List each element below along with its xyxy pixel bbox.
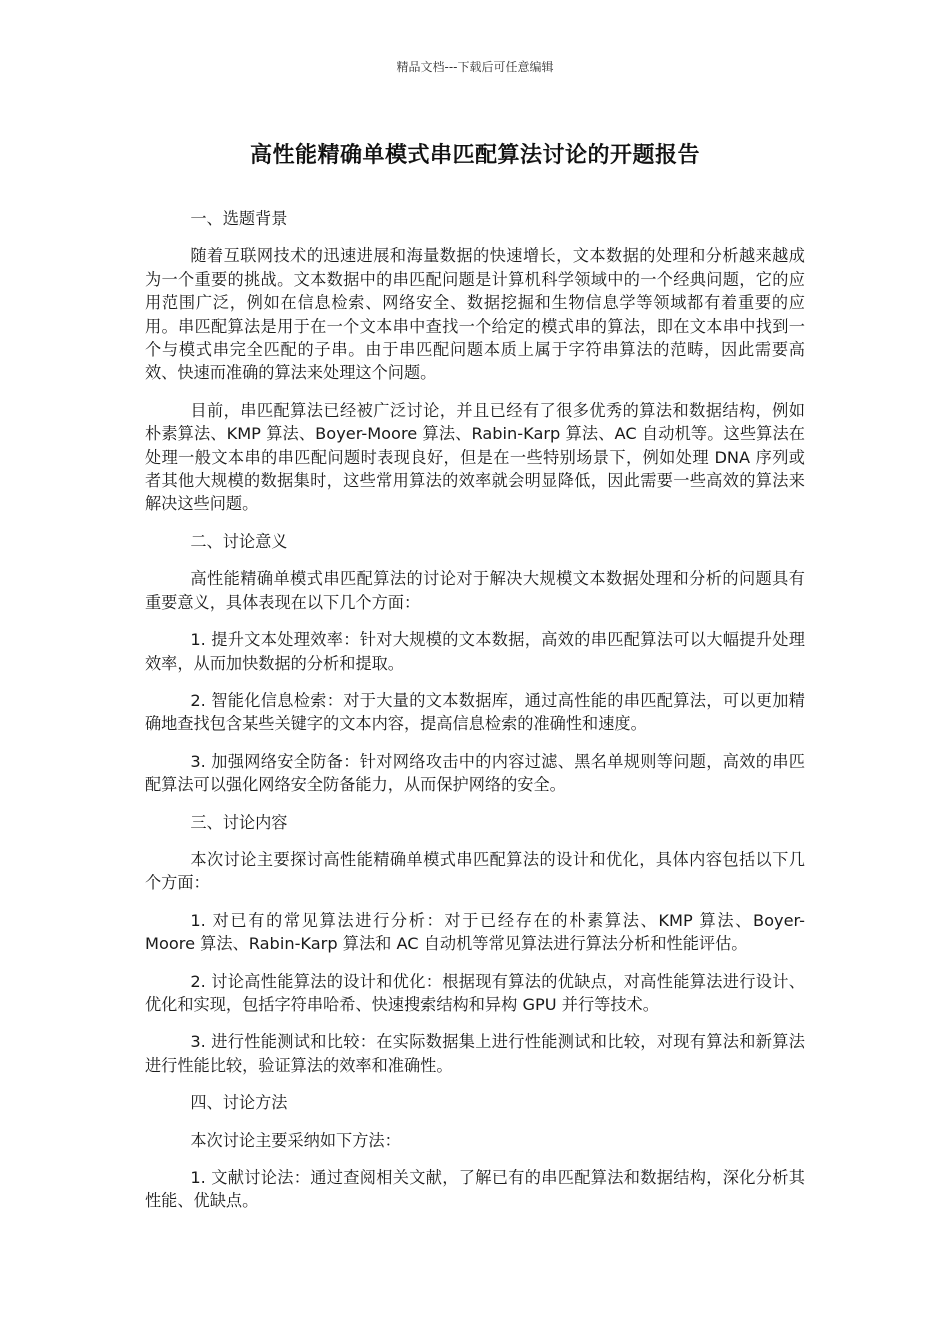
list-item: 2. 智能化信息检索：对于大量的文本数据库，通过高性能的串匹配算法，可以更加精确地查找包含某些关键字的文本内容，提高信息检索的准确性和速度。: [145, 690, 805, 734]
paragraph: 目前，串匹配算法已经被广泛讨论，并且已经有了很多优秀的算法和数据结构，例如朴素算法、KMP 算法、Boyer-Moore 算法、Rabin-Karp 算法、AC 自动机等。这些算法在处理一般文本串的串匹配问题时表现良好，但是在一些特别场景下，例如处理 DNA 序列或者其他大规模的数据集时，这些常用算法的效率就会明显降低，因此需要一些高效的算法来解决这些问题。: [145, 400, 805, 514]
section-heading-background: 一、选题背景: [190, 209, 288, 228]
section-heading-significance: 二、讨论意义: [190, 531, 288, 551]
paragraph: 本次讨论主要探讨高性能精确单模式串匹配算法的设计和优化，具体内容包括以下几个方面：: [145, 849, 805, 893]
paragraph: 本次讨论主要采纳如下方法：: [190, 1130, 401, 1150]
list-item: 1. 提升文本处理效率：针对大规模的文本数据，高效的串匹配算法可以大幅提升处理效率，从而加快数据的分析和提取。: [145, 630, 805, 673]
list-item: 2. 讨论高性能算法的设计和优化：根据现有算法的优缺点，对高性能算法进行设计、优化和实现，包括字符串哈希、快速搜索结构和异构 GPU 并行等技术。: [145, 971, 805, 1014]
list-item: 3. 加强网络安全防备：针对网络攻击中的内容过滤、黑名单规则等问题，高效的串匹配算法可以强化网络安全防备能力，从而保护网络的安全。: [145, 751, 805, 795]
document-body: [145, 207, 805, 1227]
section-heading-content: 三、讨论内容: [190, 812, 288, 832]
list-item: 1. 对已有的常见算法进行分析：对于已经存在的朴素算法、KMP 算法、Boyer-Moore 算法、Rabin-Karp 算法和 AC 自动机等常见算法进行算法分析和性能评估。: [145, 910, 805, 954]
header-note: 精品文档---下载后可任意编辑: [396, 60, 554, 74]
list-item: 3. 进行性能测试和比较：在实际数据集上进行性能测试和比较，对现有算法和新算法进行性能比较，验证算法的效率和准确性。: [145, 1032, 805, 1075]
paragraph: 随着互联网技术的迅速进展和海量数据的快速增长，文本数据的处理和分析越来越成为一个重要的挑战。文本数据中的串匹配问题是计算机科学领域中的一个经典问题，它的应用范围广泛，例如在信息检索、网络安全、数据挖掘和生物信息学等领域都有着重要的应用。串匹配算法是用于在一个文本串中查找一个给定的模式串的算法，即在文本串中找到一个与模式串完全匹配的子串。由于串匹配问题本质上属于字符串算法的范畴，因此需要高效、快速而准确的算法来处理这个问题。: [145, 246, 805, 383]
document-title: 高性能精确单模式串匹配算法讨论的开题报告: [249, 143, 700, 168]
section-heading-method: 四、讨论方法: [190, 1093, 288, 1113]
list-item: 1. 文献讨论法：通过查阅相关文献，了解已有的串匹配算法和数据结构，深化分析其性能、优缺点。: [145, 1168, 805, 1211]
paragraph: 高性能精确单模式串匹配算法的讨论对于解决大规模文本数据处理和分析的问题具有重要意义，具体表现在以下几个方面：: [145, 569, 805, 612]
